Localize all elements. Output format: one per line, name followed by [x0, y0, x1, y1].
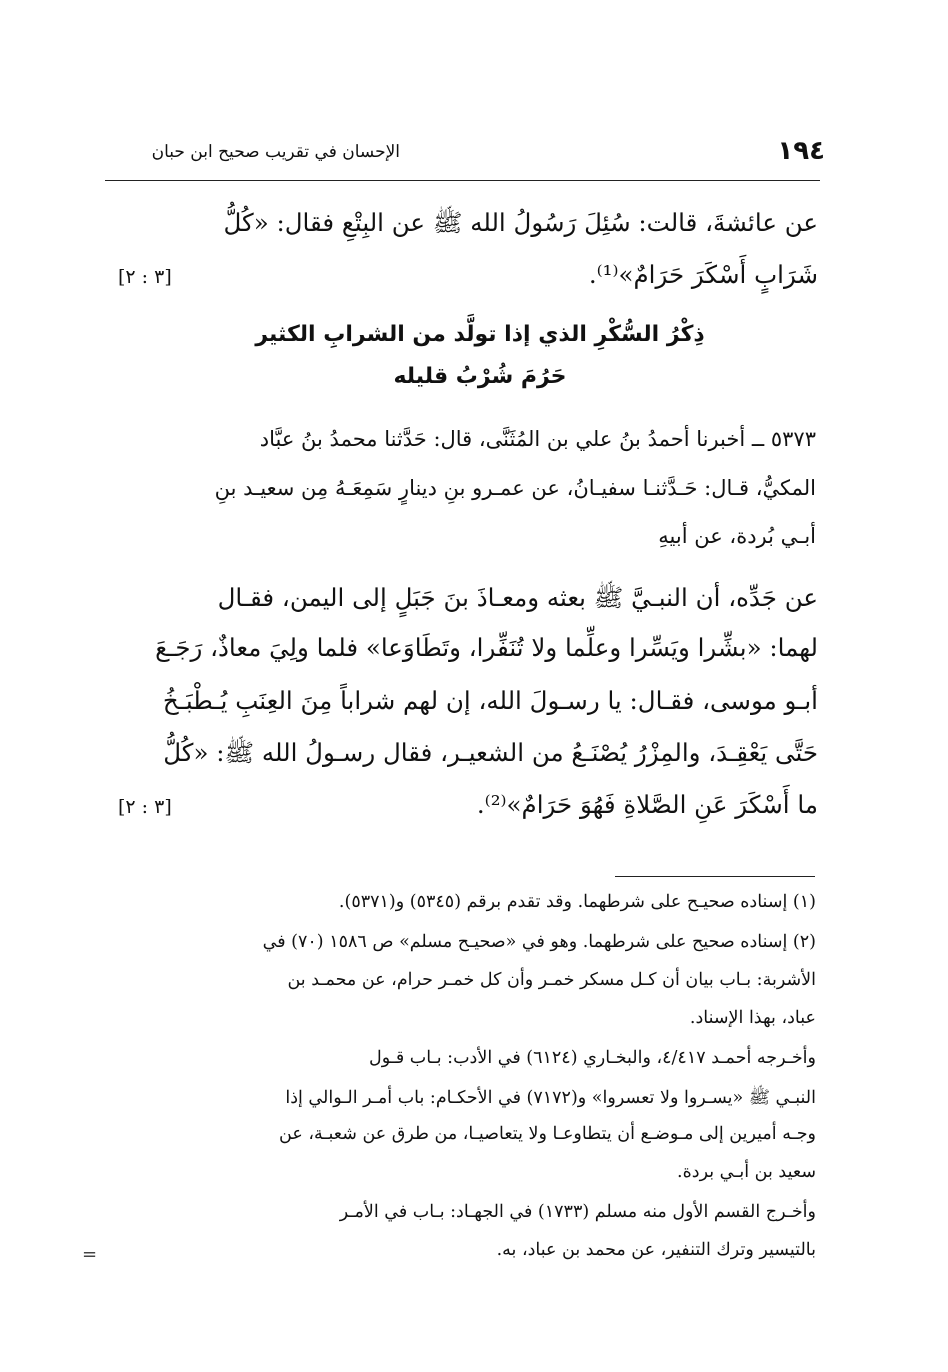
hadith-prev-line-2: شَرَابٍ أَسْكَرَ حَرَامٌ»⁽¹⁾.	[588, 260, 818, 289]
hadith-main-line-3: أبـو موسى، فقـال: يا رسـولَ الله، إن لهم شراباً مِنَ العِنَبِ يُـطْبَـخُ	[162, 686, 818, 715]
page-number: ١٩٤	[777, 136, 825, 166]
hadith-main-line-4: حَتَّى يَعْقِـدَ، والمِزْرُ يُصْنَـعُ من الشعيـر، فقال رسـولُ الله ﷺ: «كُلُّ	[163, 738, 818, 767]
isnad-line-3: أبـي بُردة، عن أبيهِ	[658, 524, 816, 548]
hadith-main-line-2: لهما: «بشِّرا ويَسِّرا وعلِّما ولا تُنَفِّرا، وتَطَاوَعا» فلما ولِيَ معاذٌ، رَجَـعَ	[155, 633, 818, 662]
footnote-2-line-2: الأشربة: بـاب بيان أن كـل مسكر خمـر وأن كل خمـر حرام، عن محمـد بن	[287, 970, 816, 990]
footnote-2-para2-line-4: سعيد بن أبـي بردة.	[677, 1162, 816, 1182]
hadith-prev-line-1: عن عائشةَ، قالت: سُئِلَ رَسُولُ الله ﷺ عن البِتْعِ فقال: «كُلُّ	[223, 208, 818, 237]
running-title: الإحسان في تقريب صحيح ابن حبان	[151, 142, 400, 162]
footnote-2-para3-line-2: بالتيسير وترك التنفير، عن محمد بن عباد، به.	[496, 1240, 816, 1260]
continuation-mark: =	[82, 1244, 98, 1265]
footnote-divider	[615, 876, 815, 877]
isnad-line-2: المكيُّ، قـال: حَـدَّثنـا سفيـانُ، عن عمـرو بنِ دينارٍ سَمِعَـهُ مِن سعيـد بنِ	[214, 476, 816, 500]
header-divider	[105, 180, 820, 181]
hadith-main-line-1: عن جَدِّه، أن النبـيَّ ﷺ بعثه ومعـاذَ بنَ جَبَلٍ إلى اليمن، فقـال	[217, 583, 818, 612]
footnote-1: (١) إسناده صحيـح على شرطهما. وقد تقدم برقم (٥٣٤٥) و(٥٣٧١).	[338, 892, 816, 912]
chapter-heading-line-1: ذِكْرُ السُّكْرِ الذي إذا تولَّد من الشرابِ الكثير	[255, 322, 705, 347]
footnote-2-line-3: عباد، بهذا الإسناد.	[689, 1008, 816, 1028]
isnad-line-1: ٥٣٧٣ ــ أخبرنا أحمدُ بنُ علي بن المُثَنَّى، قال: حَدَّثنا محمدُ بنُ عبَّاد	[259, 427, 816, 451]
hadith-main-reference: [٣ : ٢]	[118, 796, 172, 818]
footnote-2-para3-line-1: وأخـرج القسم الأول منه مسلم (١٧٣٣) في الجهـاد: بـاب في الأمـر	[339, 1202, 816, 1222]
hadith-prev-reference: [٣ : ٢]	[118, 266, 172, 288]
footnote-2-para2-line-3: وجـه أميرين إلى مـوضـع أن يتطاوعـا ولا يتعاصيـا، من طرق عن شعبـة، عن	[279, 1124, 816, 1144]
hadith-main-line-5: ما أَسْكَرَ عَنِ الصَّلاةِ فَهُوَ حَرَامٌ»⁽²⁾.	[476, 790, 818, 819]
footnote-2-line-1: (٢) إسناده صحيح على شرطهما. وهو في «صحيـح مسلم» ص ١٥٨٦ (٧٠) في	[262, 932, 816, 952]
footnote-2-para2-line-2: النبـي ﷺ «يسـروا ولا تعسروا» و(٧١٧٢) في الأحكـام: باب أمـر الـوالي إذا	[285, 1088, 816, 1108]
footnote-2-para2-line-1: وأخـرجه أحمـد ٤/٤١٧، والبخـاري (٦١٢٤) في الأدب: بـاب قـول	[369, 1048, 816, 1068]
chapter-heading-line-2: حَرُمَ شُرْبُ قليله	[393, 364, 567, 389]
